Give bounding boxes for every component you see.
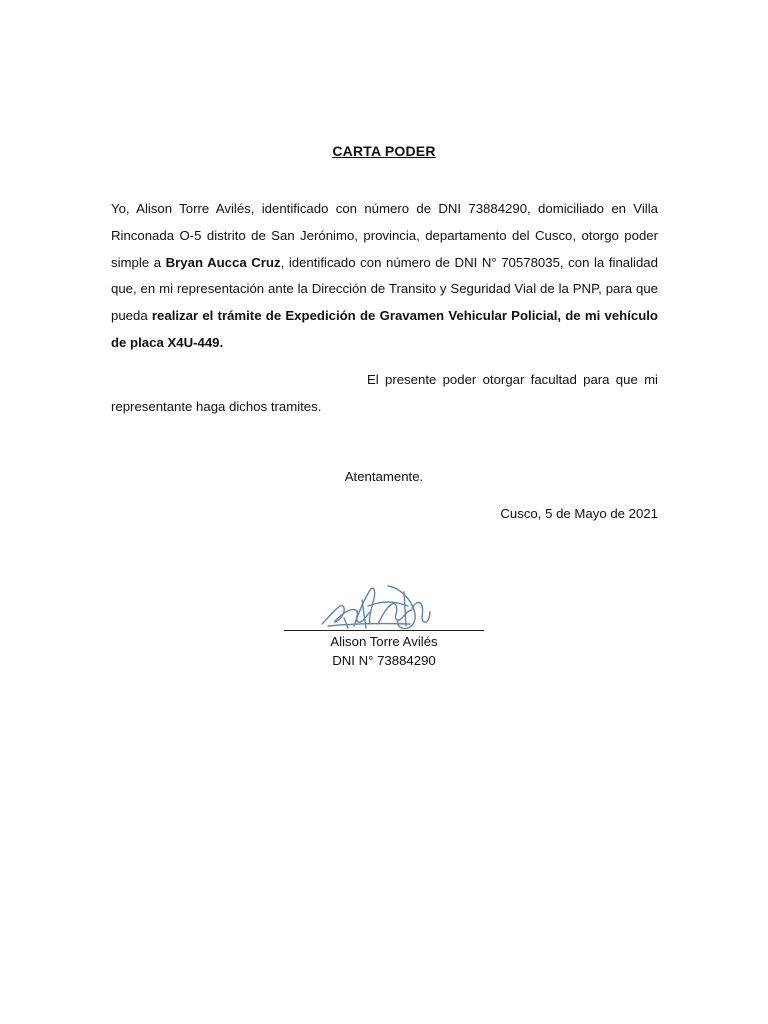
proxy-name: Bryan Aucca Cruz bbox=[165, 254, 281, 270]
handwritten-signature bbox=[318, 580, 434, 632]
purpose-text: realizar el trámite de Expedición de Gravamen Vehicular Policial, de mi vehículo de placa X4U-449. bbox=[111, 308, 658, 350]
signer-name: Alison Torre Avilés bbox=[330, 634, 438, 649]
main-paragraph bbox=[111, 196, 658, 357]
paragraph-text-part1: Yo, Alison Torre Avilés, identificado con número de DNI 73884290, domiciliado en Villa Rinconada O-5 distrito de San Jerónimo, provincia, departamento del Cusco, otorgo poder simple a bbox=[111, 201, 658, 270]
date-line: Cusco, 5 de Mayo de 2021 bbox=[500, 506, 658, 521]
document-title: CARTA PODER bbox=[332, 143, 436, 159]
signature-line bbox=[284, 630, 484, 631]
second-paragraph: El presente poder otorgar facultad para que mi representante haga dichos tramites. bbox=[111, 372, 658, 414]
signer-dni: DNI N° 73884290 bbox=[332, 653, 436, 668]
closing-text: Atentamente. bbox=[344, 469, 424, 484]
paragraph-text-part2: , identificado con número de DNI N° 70578035, con la finalidad que, en mi representación ante la Dirección de Transito y Seguridad Vial de la PNP, para que pueda bbox=[111, 254, 658, 324]
